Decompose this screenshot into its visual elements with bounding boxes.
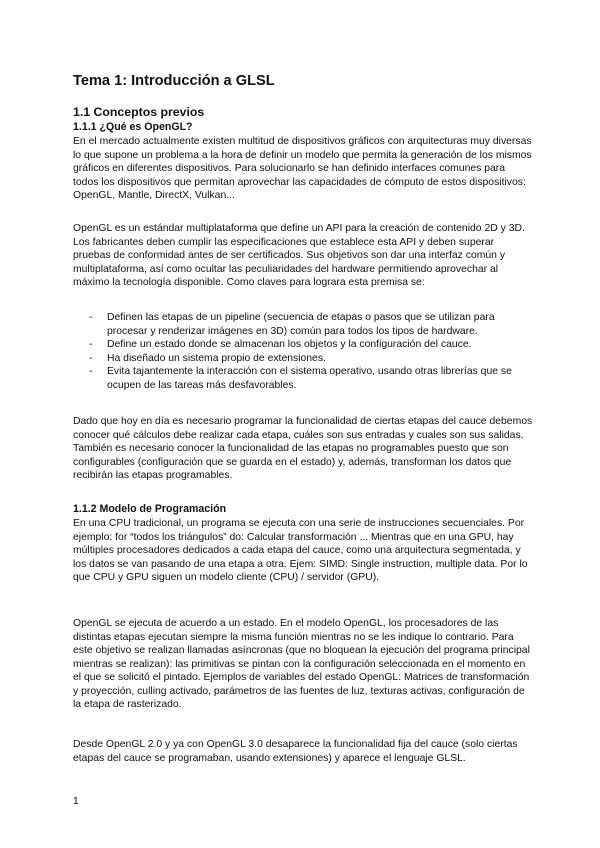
- objectives-list: [73, 311, 533, 392]
- section-heading: 1.1 Conceptos previos: [73, 105, 205, 119]
- paragraph-glsl: Desde OpenGL 2.0 y ya con OpenGL 3.0 desaparece la funcionalidad fija del cauce (solo ciertas etapas del cauce se programaban, usando extensiones) y aparece el lenguaje GLSL.: [73, 739, 518, 764]
- list-item: - Evita tajantemente la interacción con el sistema operativo, usando otras librerías que se ocupen de las tareas más desfavorables.: [73, 365, 533, 392]
- paragraph-pipeline-stages: Dado que hoy en día es necesario programar la funcionalidad de ciertas etapas del cauce debemos conocer qué cálculos debe realizar cada etapa, cuáles son sus entradas y cuales son sus salidas. También es necesario conocer la funcionalidad de las etapas no programables puesto que son configurables (configuración que se guarda en el estado) y, además, transforman los datos que recibirán las etapas programables.: [73, 416, 533, 481]
- subsection-heading-programming-model: 1.1.2 Modelo de Programación: [73, 503, 227, 515]
- paragraph-intro: En el mercado actualmente existen multitud de dispositivos gráficos con arquitecturas muy diversas lo que supone un problema a la hora de definir un modelo que permita la generación de los mismos gráficos en diferentes dispositivos. Para solucionarlo se han definido interfaces comunes para todos los dispositivos que permitan aprovechar las capacidades de cómputo de estos dispositivos: OpenGL, Mantle, DirectX, Vulkan...: [73, 136, 532, 201]
- list-item: - Ha diseñado un sistema propio de extensiones.: [73, 352, 533, 366]
- paragraph-opengl-standard: OpenGL es un estándar multiplataforma que define un API para la creación de contenido 2D y 3D. Los fabricantes deben cumplir las especificaciones que establece esta API y deben superar pruebas de conformidad antes de ser certificados. Sus objetivos son dar una interfaz común y multiplataforma, así como ocultar las peculiaridades del hardware permitiendo aprovechar al máximo la tecnología disponible. Como claves para lograra esta premisa se:: [73, 223, 525, 288]
- list-item: - Define un estado donde se almacenan los objetos y la configuración del cauce.: [73, 338, 533, 352]
- paragraph-state-model: OpenGL se ejecuta de acuerdo a un estado. En el modelo OpenGL, los procesadores de las distintas etapas ejecutan siempre la misma función mientras no se les indique lo contrario. Para este objetivo se realizan llamadas asíncronas (que no bloquean la ejecución del programa principal mientras se realizan): las primitivas se pintan con la configuración seleccionada en el momento en el que se solicitó el pintado. Ejemplos de variables del estado OpenGL: Matrices de transformación y proyección, culling activado, parámetros de las fuentes de luz, texturas activas, configuración de la etapa de rasterizado.: [73, 618, 530, 710]
- subsection-heading-opengl: 1.1.1 ¿Qué es OpenGL?: [73, 121, 193, 133]
- document-title: Tema 1: Introducción a GLSL: [73, 73, 275, 89]
- list-item: - Definen las etapas de un pipeline (secuencia de etapas o pasos que se utilizan para procesar y renderizar imágenes en 3D) común para todos los tipos de hardware.: [73, 311, 533, 338]
- page-number: 1: [73, 796, 79, 807]
- paragraph-cpu-gpu: En una CPU tradicional, un programa se ejecuta con una serie de instrucciones secuenciales. Por ejemplo: for “todos los triángulos” do: Calcular transformación ... Mientras que en una GPU, hay múltiples procesadores dedicados a cada etapa del cauce, como una arquitectura segmentada, y los datos se van pasando de una etapa a otra. Ejem: SIMD: Single instruction, multiple data. Por lo que CPU y GPU siguen un modelo cliente (CPU) / servidor (GPU).: [73, 518, 528, 583]
